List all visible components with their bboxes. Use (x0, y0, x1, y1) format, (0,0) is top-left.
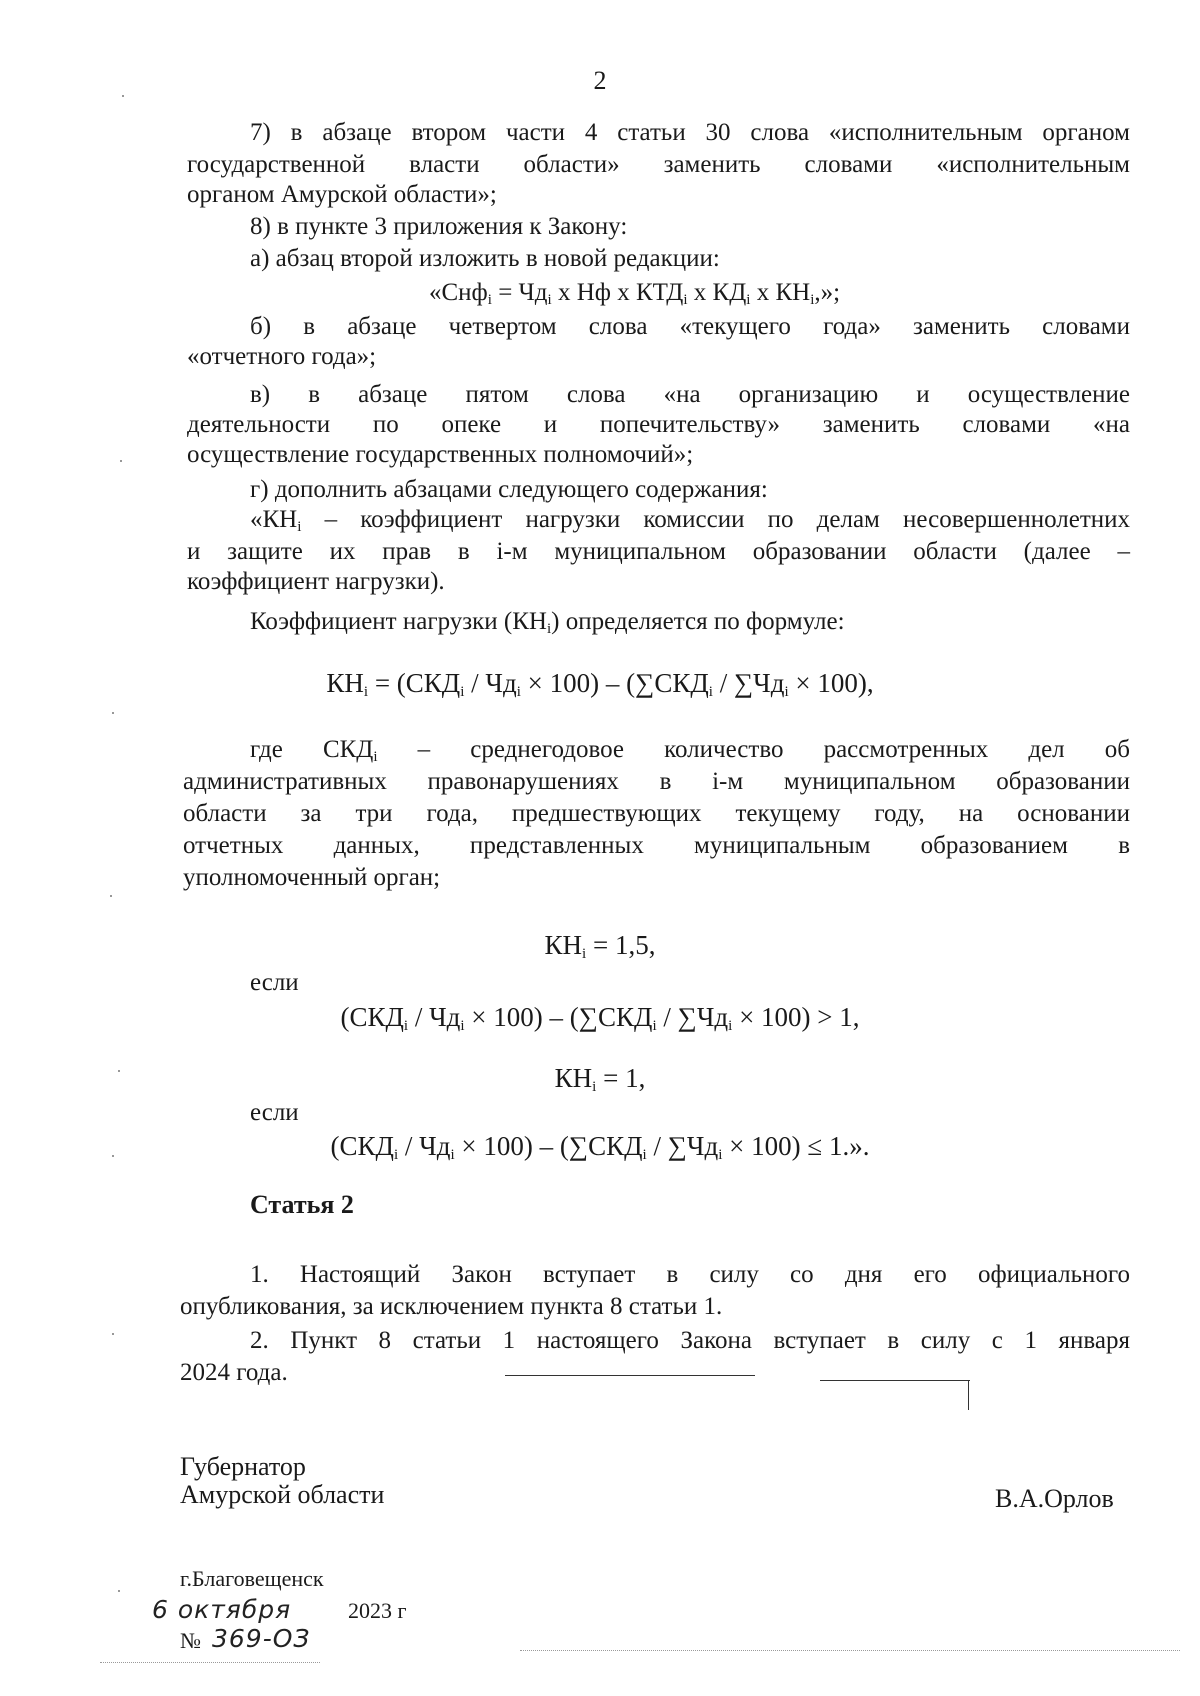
kn-formula-intro: Коэффициент нагрузки $(КН_i)$ определяется по формуле: (250, 608, 845, 637)
kn-definition-line-2: и защите их прав в i-м муниципальном образовании области (далее – (187, 538, 1130, 565)
item8v-line-3: осуществление государственных полномочий»; (187, 441, 694, 468)
item8g-text: г) дополнить абзацами следующего содержания: (250, 476, 768, 503)
article2-p1-line-1: 1. Настоящий Закон вступает в силу со дня его официального (250, 1261, 1130, 1288)
case2-condition: $(СКД_i / Чд_i \times 100) - (\sum СКД_i / \sum Чд_i \times 100) \le 1$.». (330, 1131, 870, 1163)
kn-definition-line-1: «$КН_i$ – коэффициент нагрузки комиссии по делам несовершеннолетних (250, 506, 1130, 535)
item8-intro: 8) в пункте 3 приложения к Закону: (250, 213, 628, 240)
scan-speck (110, 895, 112, 897)
signature-position-line-1: Губернатор (180, 1452, 306, 1481)
item8a-text: а) абзац второй изложить в новой редакции: (250, 245, 720, 272)
item8b-line-1: б) в абзаце четвертом слова «текущего года» заменить словами (250, 313, 1130, 340)
item7-line-3: органом Амурской области»; (187, 181, 497, 208)
kn-formula: $КН_i = (СКД_i / Чд_i \times 100) - (\sum СКД_i / \sum Чд_i \times 100)$, (326, 668, 874, 700)
scan-speck (112, 712, 114, 714)
scan-speck (122, 95, 124, 97)
article2-p2-line-1: 2. Пункт 8 статьи 1 настоящего Закона вступает в силу с 1 января (250, 1327, 1130, 1354)
signature-name: В.А.Орлов (995, 1484, 1114, 1513)
case2-if-label: если (250, 1099, 299, 1126)
scan-dotted-line-right (520, 1650, 1180, 1651)
skd-definition-line-5: уполномоченный орган; (183, 864, 441, 891)
article2-heading: Статья 2 (250, 1190, 354, 1219)
item8b-line-2: «отчетного года»; (187, 343, 377, 370)
footer-number-handwritten: 369-ОЗ (212, 1624, 311, 1653)
article2-p2-line-2: 2024 года. (180, 1359, 288, 1386)
case1-condition: $(СКД_i / Чд_i \times 100) - (\sum СКД_i / \sum Чд_i \times 100) > 1$, (340, 1002, 860, 1034)
case2-value: $КН_i = 1$, (554, 1063, 646, 1095)
scan-speck (118, 1070, 120, 1072)
footer-city: г.Благовещенск (180, 1566, 324, 1591)
scan-dotted-line-left (100, 1662, 320, 1663)
article2-p1-line-2: опубликования, за исключением пункта 8 статьи 1. (180, 1293, 723, 1320)
signature-position-line-2: Амурской области (180, 1480, 385, 1509)
item8v-line-2: деятельности по опеке и попечительству» заменить словами «на (187, 411, 1130, 438)
stamp-line-corner (968, 1380, 969, 1410)
kn-definition-line-3: коэффициент нагрузки). (187, 568, 445, 595)
case1-value: $КН_i = 1,5$, (544, 930, 656, 962)
footer-year: 2023 г (348, 1598, 407, 1623)
footer-number-prefix: № (180, 1628, 201, 1653)
skd-definition-line-4: отчетных данных, представленных муниципальным образованием в (183, 832, 1130, 859)
skd-definition-line-3: области за три года, предшествующих текущему году, на основании (183, 800, 1130, 827)
item7-line-1: 7) в абзаце втором части 4 статьи 30 слова «исполнительным органом (250, 119, 1130, 146)
case1-if-label: если (250, 969, 299, 996)
page-number: 2 (593, 66, 607, 95)
stamp-line-right (820, 1380, 970, 1381)
skd-definition-line-2: административных правонарушениях в i-м муниципальном образовании (183, 768, 1130, 795)
scan-speck (120, 460, 122, 462)
stamp-line-left (505, 1375, 755, 1376)
item8a-formula: «$Снф_i = Чд_i$ x Нф x $КТД_i$ x $КД_i$ x $КН_i$,»; (429, 279, 841, 308)
scan-speck (112, 1333, 114, 1335)
scan-speck (118, 1590, 120, 1592)
footer-date-handwritten: 6 октября (152, 1595, 292, 1624)
item7-line-2: государственной власти области» заменить словами «исполнительным (187, 151, 1130, 178)
scan-speck (112, 1155, 114, 1157)
skd-definition-line-1: где $СКД_i$ – среднегодовое количество рассмотренных дел об (250, 736, 1130, 765)
item8v-line-1: в) в абзаце пятом слова «на организацию и осуществление (250, 381, 1130, 408)
